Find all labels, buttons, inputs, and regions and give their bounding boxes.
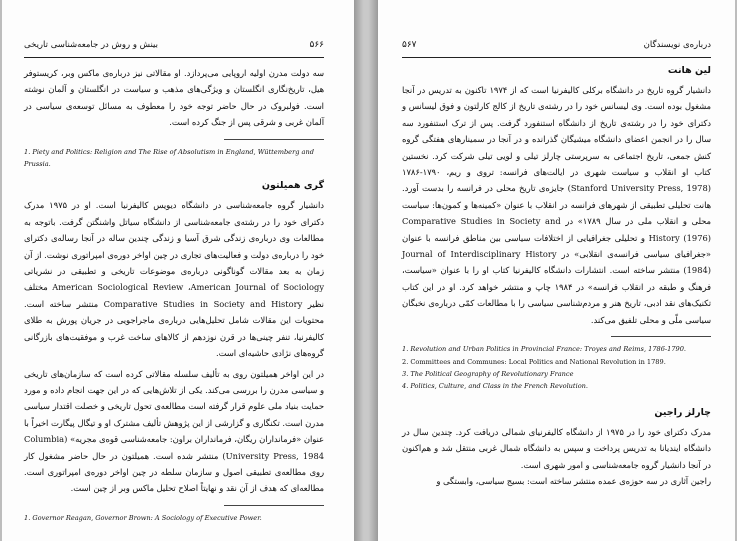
ragin-paragraph-2: راجین آثاری در سه حوزه‌ی عمده منتشر ساخته است: بسیج سیاسی، وابستگی و [436, 475, 711, 486]
hamilton-paragraph-1: دانشیار گروه جامعه‌شناسی در دانشگاه دیویس کالیفرنیا است. او در ۱۹۷۵ مدرک دکترای خود را در رشته‌ی جامعه‌شناسی از دانشگاه سیاتل واشنگتن گرفت. باتوجه به مطالعات وی درباره‌ی زندگی شرق آسیا و زندگی چندین ساله در آنجا رساله‌ی دکترای خود را درباره‌ی دولت و فعالیت‌های تجاری در چین اواخر دوره‌ی امپراتوری نوشت. از آن زمان به بعد مقالات گوناگونی درباره‌ی موضوعات تاریخی و تطبیقی در نشریاتی American Sociological Review ،American Journal of Sociology مختلف نظیر Comparative Studies in Society and History منتشر ساخته است. محتویات این مقالات شامل تحلیل‌هایی درباره‌ی ماجراجویی در جریان پورش به طلای کالیفرنیا، تنفر چینی‌ها در قرن نوزدهم از کالاهای ساخت غرب و موفقیت‌های بازرگانی گروه‌های نژادی حاشیه‌ای است. [24, 200, 325, 359]
left-page-header [24, 40, 324, 58]
hamilton-heading: گری همیلتون [261, 180, 324, 192]
left-page-number: ۵۶۶ [309, 40, 324, 50]
hunt-footnote-2: 2. Committees and Communes: Local Politics and National Revolution in 1789. [402, 357, 666, 366]
left-opening-footnote: 1. Piety and Politics: Religion and The Rise of Absolutism in England, Wüttemberg and Prussia. [24, 147, 314, 169]
right-page-header [402, 40, 711, 58]
footnote-rule [224, 139, 324, 140]
hunt-footnotes [402, 343, 711, 393]
left-running-title: بینش و روش در جامعه‌شناسی تاریخی [24, 40, 158, 50]
hunt-footnote-1: 1. Revolution and Urban Politics in Provincial France: Troyes and Reims, 1786-1790. [402, 345, 687, 354]
hunt-footnote-3: 3. The Political Geography of Revolutionary France [402, 369, 574, 378]
footnote-rule [224, 505, 324, 506]
left-opening-paragraph: سه دولت مدرن اولیه اروپایی می‌پردازد. او مقالاتی نیز درباره‌ی ماکس وبر، کریستوفر هیل، تاریخ‌نگاری انگلستان و ویژگی‌های مذهب و سیاست در انگلستان و آلمان نوشته است. فولبروک در حال حاضر توجه خود را معطوف به مسائل توسعه‌ی سیاسی در آلمان غربی و شرقی پس از جنگ کرده است. [24, 68, 324, 128]
hunt-footnote-4: 4. Politics, Culture, and Class in the French Revolution. [402, 382, 589, 391]
right-page-number: ۵۶۷ [402, 40, 417, 50]
footnote-rule [611, 336, 711, 337]
book-gutter [354, 0, 378, 541]
hunt-heading: لین هانت [667, 65, 711, 76]
hunt-paragraph: دانشیار گروه تاریخ در دانشگاه برکلی کالیفرنیا است که از ۱۹۷۴ تاکنون به تدریس در آنجا مشغول بوده است. وی لیسانس خود را در رشته‌ی تاریخ از کالج کارلتون و فوق لیسانس و دکترای خود را در رشته‌ی تاریخ از دانشگاه استنفورد گرفت. پس از ترک استنفورد سه سال را در انجمن اعضای دانشگاه میشیگان گذرانده و در آنجا در سمینارهای هفتگی گروه کنش جمعی، تاریخ اجتماعی به سرپرستی چارلز تیلی و لویی تیلی شرکت کرد. نخستین کتاب او انقلاب و سیاست شهری در ایالت‌های فرانسه: تروی و ریم، ۱۷۹۰-۱۷۸۶ (Stanford University Press, 1978) جایزه‌ی تاریخ محلی در فرانسه را بدست آورد. هانت تحلیلی تطبیقی از شهرهای فرانسه در انقلاب با عنوان «کمینه‌ها و کمون‌ها: سیاست محلی و انقلاب ملی در سال ۱۷۸۹» در Comparative Studies in Society and History (1976) و تحلیلی جغرافیایی از اختلافات سیاسی بین مناطق فرانسه با عنوان «جغرافیای سیاسی فرانسه‌ی انقلابی» در Journal of Interdisciplinary History (1984) منتشر ساخته است. انتشارات دانشگاه کالیفرنیا کتاب او را با عنوان «سیاست، فرهنگ و طبقه در انقلاب فرانسه» در ۱۹۸۴ چاپ و منتشر خواهد کرد. او در این کتاب تکنیک‌های نقد ادبی، تاریخ هنر و مردم‌شناسی سیاسی را با مطالعات کمّی درباره‌ی نخبگان سیاسی ملّی و محلی تلفیق می‌کند. [402, 85, 711, 325]
ragin-paragraph-1: مدرک دکترای خود را در ۱۹۷۵ از دانشگاه کالیفرنیای شمالی دریافت کرد. چندین سال در دانشگاه ایندیانا به تدریس پرداخت و سپس به دانشگاه شمال غربی منتقل شد و هم‌اکنون در آنجا دانشیار گروه جامعه‌شناسی و امور شهری است. [402, 426, 711, 470]
left-page [2, 0, 354, 541]
ragin-heading: چارلز راجین [654, 406, 711, 418]
right-page [378, 0, 735, 541]
right-running-title: درباره‌ی نویسندگان [643, 40, 711, 50]
hamilton-paragraph-2: در این اواخر همیلتون روی به تألیف سلسله مقالاتی کرده است که سازمان‌های تاریخی و سیاسی مدرن را بررسی می‌کند. یکی از تلاش‌هایی که در این جهت انجام داده و مورد حمایت بنیاد ملی علوم قرار گرفته است مطالعه‌ی تحول تاریخی و خصلت اقتدار سیاسی مدرن است. تکنگاری و گزارشی از این پژوهش تألیف مشترک او و تیگال پیگارت اخیراً با عنوان «فرمانداران ریگان، فرمانداران براون: جامعه‌شناسی قوه‌ی مجریه» (Columbia University Press, 1984) منتشر شده است. همیلتون در حال حاضر مشغول کار روی مطالعه‌ی تطبیقی اصول و سازمان سلطه در چین اواخر دوره‌ی امپراتوری است. مطالعه‌ای که هدف از آن نقد و نهایتاً اصلاح تحلیل ماکس وبر از چین است. [24, 368, 324, 494]
hamilton-footnote: 1. Governor Reagan, Governor Brown: A Sociology of Executive Power. [24, 513, 262, 522]
